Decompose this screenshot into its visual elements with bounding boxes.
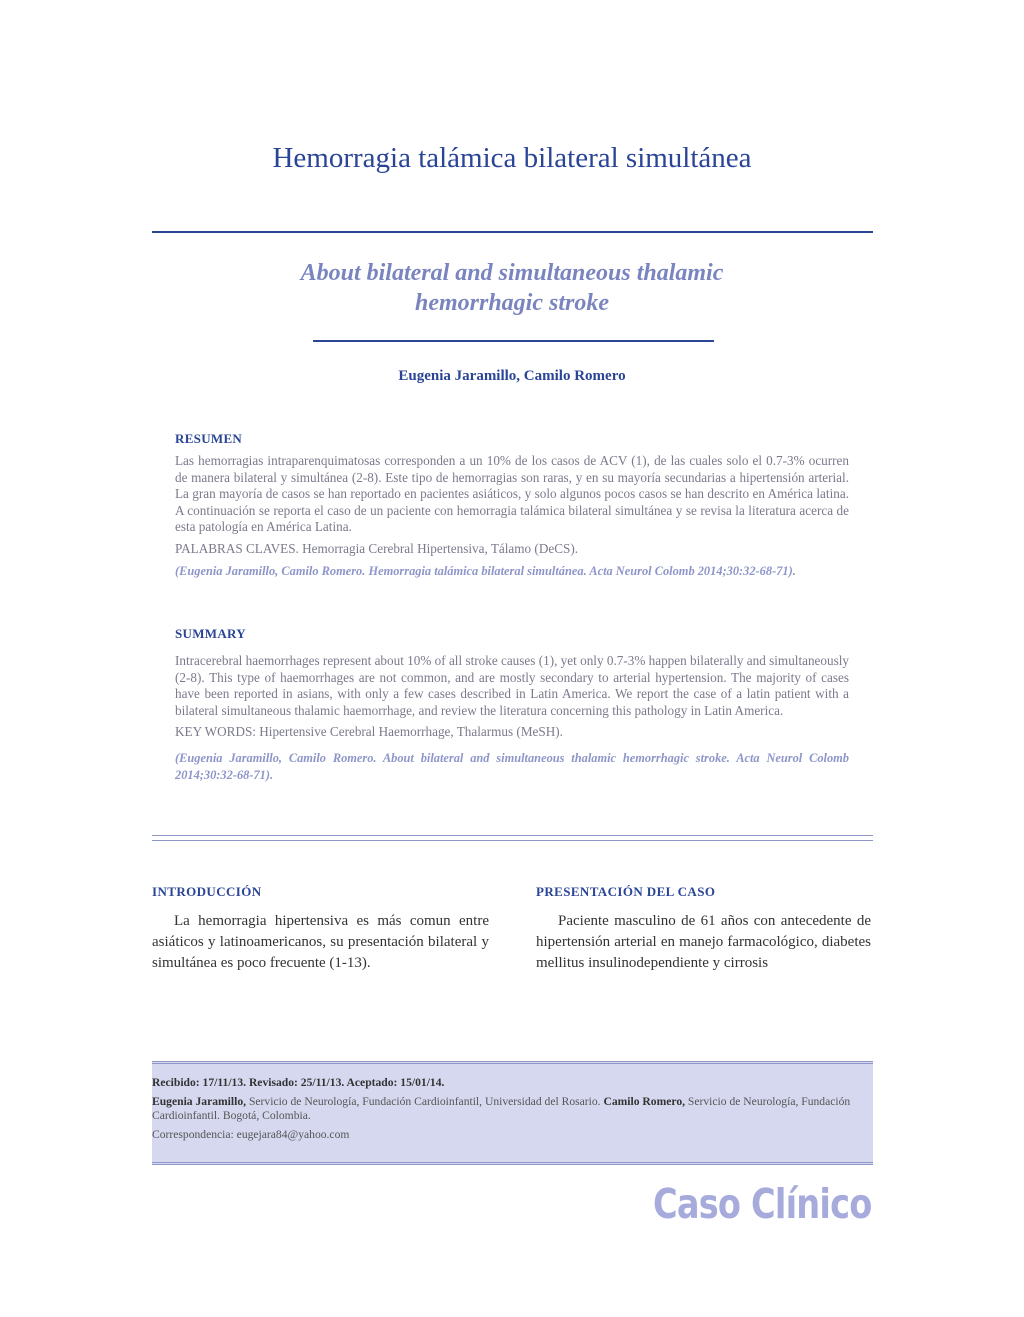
affil-text-2: Servicio de Neurología, Fundación Cardioinfantil. Bogotá, Colombia. [152,1095,851,1122]
subtitle-rule [313,340,714,342]
resumen-keywords: PALABRAS CLAVES. Hemorragia Cerebral Hipertensiva, Tálamo (DeCS). [175,540,579,556]
resumen-heading: RESUMEN [175,431,243,446]
section-divider [152,835,873,841]
presentacion-heading: PRESENTACIÓN DEL CASO [536,884,716,899]
subtitle-line-1: About bilateral and simultaneous thalamic [300,260,724,286]
summary-section [175,653,849,783]
affil-author-1: Eugenia Jaramillo, [152,1095,247,1109]
article-subtitle [0,258,1024,318]
article-title: Hemorragia talámica bilateral simultánea [272,142,752,174]
presentacion-body [536,911,871,974]
title-rule [152,231,873,233]
subtitle-line-2: hemorrhagic stroke [414,290,609,316]
article-dates: Recibido: 17/11/13. Revisado: 25/11/13. Aceptado: 15/01/14. [152,1076,445,1089]
affil-text-1: Servicio de Neurología, Fundación Cardioinfantil, Universidad del Rosario. [246,1095,604,1109]
summary-heading: SUMMARY [175,626,246,641]
resumen-body: Las hemorragias intraparenquimatosas corresponden a un 10% de los casos de ACV (1), de las cuales solo el 0.7-3% ocurren de manera bilateral y simultánea (2-8). Este tipo de hemorragias son raras, y en su mayoría secundarias a hipertensión arterial. La gran mayoría de casos se han reportado en pacientes asiáticos, y solo algunos pocos casos se han descrito en América latina. A continuación se reporta el caso de un paciente con hemorragia talámica bilateral simultánea y se revisa la literatura acerca de esta patología en América Latina. [175,453,849,535]
presentacion-text: Paciente masculino de 61 años con antecedente de hipertensión arterial en manejo farmacológico, diabetes mellitus insulinodependiente y cirrosis [536,913,871,971]
article-authors: Eugenia Jaramillo, Camilo Romero [398,368,626,384]
resumen-section [175,453,849,579]
summary-body: Intracerebral haemorrhages represent about 10% of all stroke causes (1), yet only 0.7-3% happen bilaterally and simultaneously (2-8). This type of haemorrhages are not common, and are mostly secondary to arterial hypertension. The majority of cases have been reported in asians, with only a few cases described in Latin America. We report the case of a latin patient with a bilateral simultaneous thalamic haemorrhage, and review the literatura concerning this pathology in Latin America. [175,653,849,718]
introduccion-text: La hemorragia hipertensiva es más comun entre asiáticos y latinoamericanos, su presentación bilateral y simultánea es poco frecuente (1-13). [152,913,489,971]
resumen-citation: (Eugenia Jaramillo, Camilo Romero. Hemorragia talámica bilateral simultánea. Acta Neurol Colomb 2014;30:32-68-71). [175,563,796,578]
article-footnote-box [152,1061,873,1165]
author-affiliations [152,1095,873,1122]
affil-author-2: Camilo Romero, [603,1095,686,1109]
section-brand-label: Caso Clínico [653,1180,872,1228]
correspondence: Correspondencia: eugejara84@yahoo.com [152,1128,350,1142]
introduccion-body [152,911,489,974]
summary-keywords: KEY WORDS: Hipertensive Cerebral Haemorrhage, Thalarmus (MeSH). [175,724,563,740]
introduccion-heading: INTRODUCCIÓN [152,884,262,899]
summary-citation: (Eugenia Jaramillo, Camilo Romero. About bilateral and simultaneous thalamic hemorrhagic stroke. Acta Neurol Colomb 2014;30:32-68-71). [175,750,849,782]
